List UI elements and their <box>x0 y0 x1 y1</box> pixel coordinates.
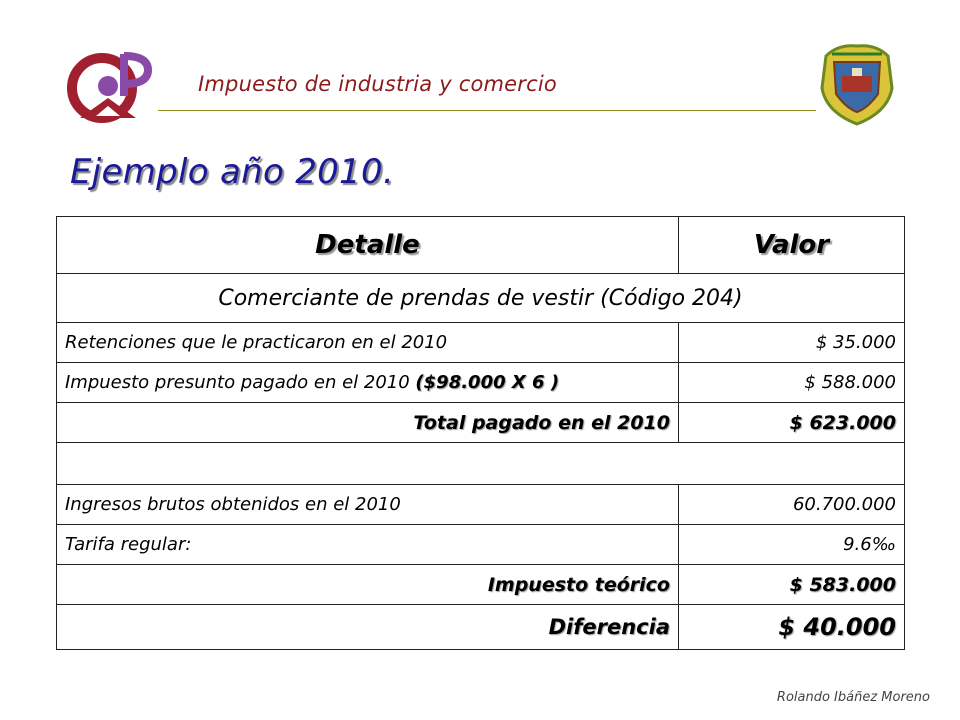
table-row-difference <box>57 605 905 650</box>
row-value: $ 40.000 <box>679 605 905 650</box>
row-label: Impuesto presunto pagado en el 2010 <box>65 372 416 393</box>
column-header-valor: Valor <box>679 217 905 274</box>
row-value: 9.6‰ <box>679 525 905 565</box>
row-label: Retenciones que le practicaron en el 2010 <box>57 323 679 363</box>
row-label: Impuesto teórico <box>57 565 679 605</box>
row-label-cell <box>57 363 679 403</box>
table-row <box>57 485 905 525</box>
slide-heading: Ejemplo año 2010. <box>70 152 395 192</box>
coat-of-arms-logo <box>818 42 896 128</box>
footer-author: Rolando Ibáñez Moreno <box>776 690 930 705</box>
blank-cell <box>57 443 905 485</box>
table-row <box>57 525 905 565</box>
row-value: 60.700.000 <box>679 485 905 525</box>
column-header-detalle: Detalle <box>57 217 679 274</box>
row-calc-note: ($98.000 X 6 ) <box>415 372 560 393</box>
row-label: Diferencia <box>57 605 679 650</box>
table-row-total <box>57 403 905 443</box>
row-label: Tarifa regular: <box>57 525 679 565</box>
row-value: $ 583.000 <box>679 565 905 605</box>
header-title: Impuesto de industria y comercio <box>198 72 557 96</box>
row-label: Ingresos brutos obtenidos en el 2010 <box>57 485 679 525</box>
header-rule <box>158 110 816 111</box>
table-subheader: Comerciante de prendas de vestir (Código 204) <box>57 274 905 323</box>
row-value: $ 35.000 <box>679 323 905 363</box>
table-header-row <box>57 217 905 274</box>
row-label: Total pagado en el 2010 <box>57 403 679 443</box>
row-value: $ 588.000 <box>679 363 905 403</box>
table-row-blank <box>57 443 905 485</box>
row-value: $ 623.000 <box>679 403 905 443</box>
table-subheader-row <box>57 274 905 323</box>
tax-example-table <box>56 216 905 650</box>
table-row <box>57 363 905 403</box>
table-row-theoretical <box>57 565 905 605</box>
logo-left <box>66 46 156 130</box>
table-row <box>57 323 905 363</box>
